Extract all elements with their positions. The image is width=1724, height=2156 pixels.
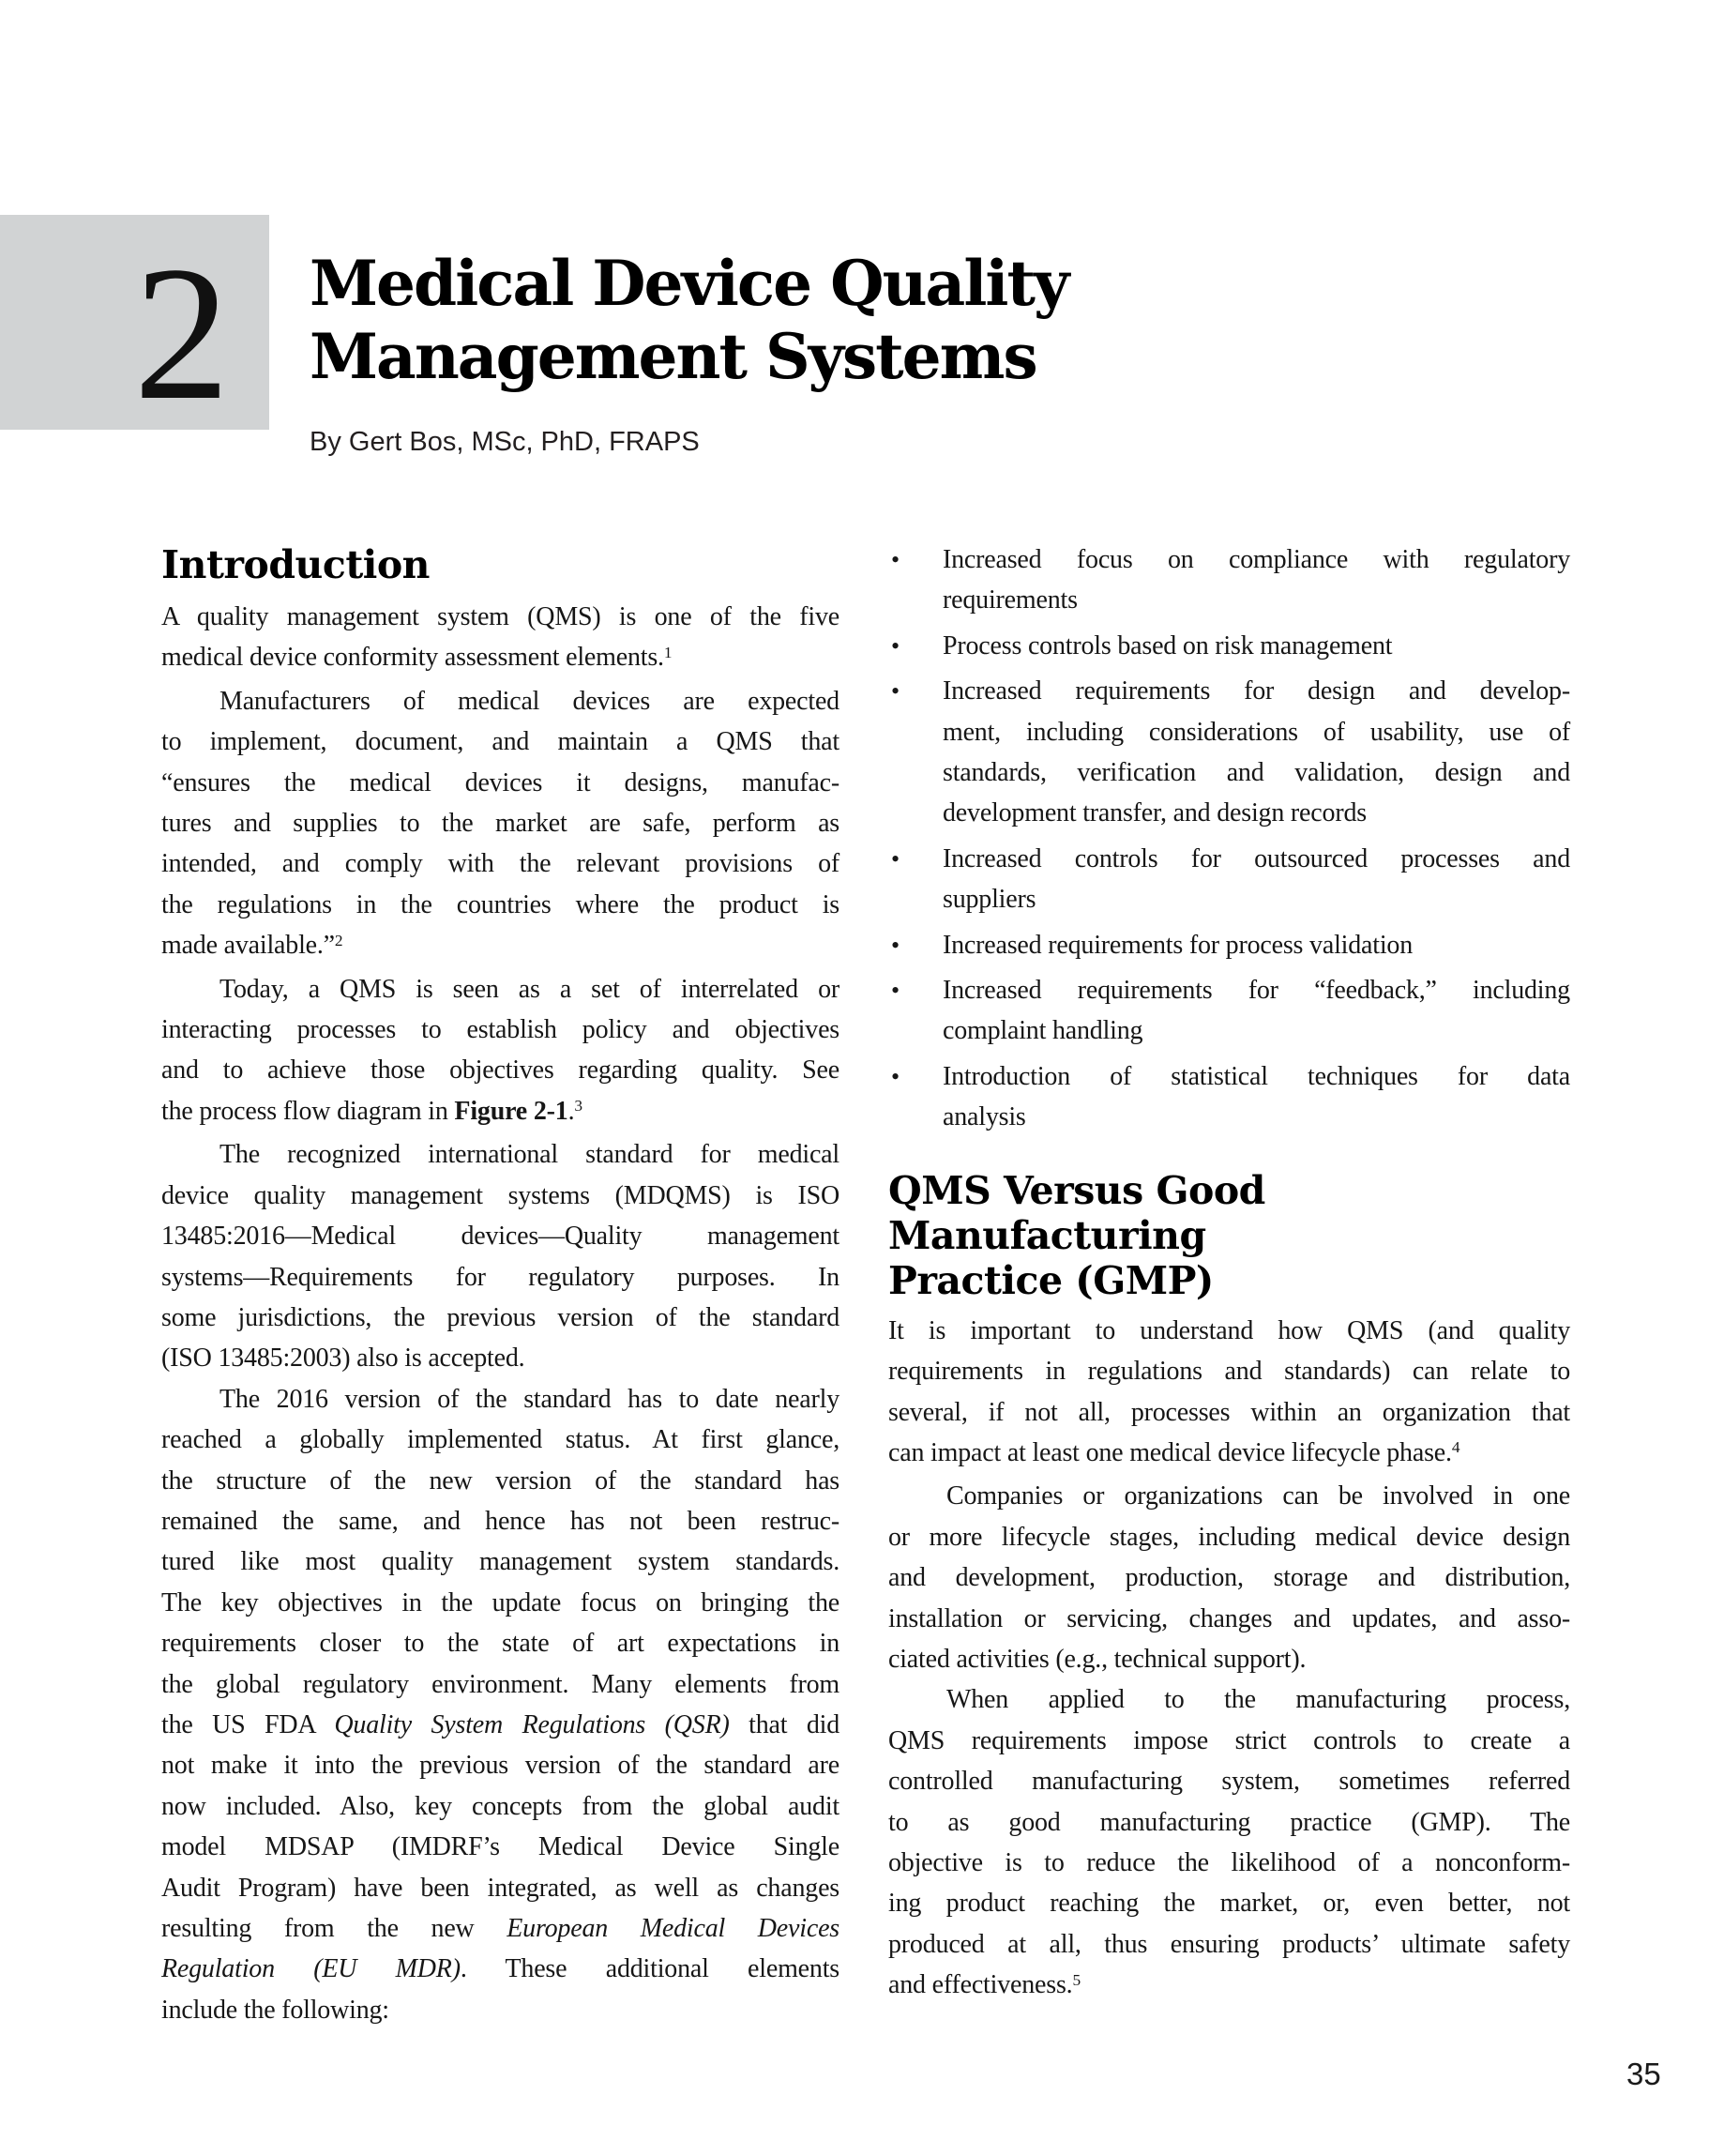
text-line <box>161 1705 839 1745</box>
chapter-number: 2 <box>133 227 230 440</box>
chapter-title <box>310 247 1067 393</box>
text-run: When applied to the manufacturing process, <box>946 1685 1570 1715</box>
bullet-icon: • <box>891 977 900 1005</box>
text-line <box>161 1216 839 1256</box>
text-line <box>161 1050 839 1090</box>
text-line <box>943 1010 1570 1051</box>
text-run: reached a globally implemented status. At first glance, <box>161 1425 839 1455</box>
text-run: and development, production, storage and distribution, <box>888 1563 1570 1593</box>
text-line <box>888 1965 1570 2008</box>
text-line <box>161 1868 839 1908</box>
text-run: and to achieve those objectives regarding quality. See <box>161 1055 839 1086</box>
qms-gmp-text <box>888 1311 1570 2009</box>
text-run: tures and supplies to the market are safe, perform as <box>161 809 839 839</box>
text-run: QMS requirements impose strict controls to create a <box>888 1725 1570 1755</box>
text-run: Introduction of statistical techniques for data <box>943 1061 1570 1091</box>
text-run: intended, and comply with the relevant provisions of <box>161 849 839 879</box>
text-line <box>888 1517 1570 1557</box>
text-line <box>943 925 1570 965</box>
text-line <box>943 626 1570 666</box>
footnote-marker: 1 <box>663 643 673 661</box>
text-line <box>943 793 1570 833</box>
paragraph <box>888 1311 1570 1477</box>
chapter-header <box>310 247 1067 393</box>
text-run: now included. Also, key concepts from the global audit <box>161 1791 839 1821</box>
text-run: device quality management systems (MDQMS) is ISO <box>161 1180 839 1210</box>
text-line <box>161 885 839 925</box>
text-line <box>943 712 1570 752</box>
text-line <box>943 879 1570 919</box>
list-item <box>888 970 1570 1052</box>
text-run: requirements closer to the state of art expectations in <box>161 1629 839 1659</box>
text-run: not make it into the previous version of the standard are <box>161 1751 839 1781</box>
footnote-marker: 3 <box>574 1097 583 1116</box>
text-run: European Medical Devices <box>507 1914 839 1943</box>
text-line <box>161 1990 839 2030</box>
text-line <box>888 1761 1570 1801</box>
text-run: Increased focus on compliance with regulatory <box>943 545 1570 574</box>
text-line <box>161 969 839 1010</box>
bullet-icon: • <box>891 931 900 959</box>
text-line <box>161 1583 839 1623</box>
byline: By Gert Bos, MSc, PhD, FRAPS <box>310 427 700 457</box>
text-line <box>161 1745 839 1785</box>
text-run: analysis <box>943 1102 1026 1132</box>
text-line <box>161 1176 839 1216</box>
text-line <box>888 1883 1570 1923</box>
text-line <box>943 539 1570 580</box>
text-run: Increased controls for outsourced processes and <box>943 843 1570 873</box>
text-run: some jurisdictions, the previous version of the standard <box>161 1302 839 1332</box>
bullet-icon: • <box>891 1062 900 1090</box>
text-run: resulting from the new <box>161 1914 507 1943</box>
text-line <box>161 763 839 803</box>
paragraph <box>161 1134 839 1378</box>
text-line <box>888 1843 1570 1883</box>
text-run: and effectiveness. <box>888 1970 1073 2000</box>
text-run: Increased requirements for “feedback,” including <box>943 976 1570 1006</box>
text-line <box>161 1908 839 1949</box>
paragraph <box>888 1476 1570 1679</box>
section-heading-line: Practice (GMP) <box>888 1257 1214 1303</box>
text-run: requirements <box>943 585 1078 615</box>
text-line <box>161 637 839 680</box>
text-run: include the following: <box>161 1995 389 2025</box>
text-line <box>888 1721 1570 1761</box>
introduction-text <box>161 597 839 2030</box>
list-item <box>888 671 1570 834</box>
right-column <box>888 532 1570 2009</box>
text-run: development transfer, and design records <box>943 798 1367 828</box>
text-run: model MDSAP (IMDRF’s Medical Device Single <box>161 1832 839 1862</box>
left-column <box>161 537 839 2030</box>
section-heading-line: QMS Versus Good Manufacturing <box>888 1167 1265 1258</box>
text-run: several, if not all, processes within an organization that <box>888 1397 1570 1427</box>
section-heading-introduction: Introduction <box>161 542 430 587</box>
text-run: The 2016 version of the standard has to date nearly <box>219 1384 839 1414</box>
text-run: the global regulatory environment. Many elements from <box>161 1669 839 1699</box>
text-run: ment, including considerations of usability, use of <box>943 717 1570 747</box>
paragraph <box>161 681 839 969</box>
text-line <box>161 1501 839 1541</box>
text-line <box>161 1091 839 1134</box>
text-run: systems—Requirements for regulatory purposes. In <box>161 1262 839 1292</box>
text-run: standards, verification and validation, design and <box>943 758 1570 788</box>
list-item <box>888 839 1570 920</box>
text-run: interacting processes to establish policy and objectives <box>161 1015 839 1045</box>
text-run: or more lifecycle stages, including medical device design <box>888 1522 1570 1552</box>
text-line <box>161 1420 839 1460</box>
text-run: tured like most quality management system standards. <box>161 1547 839 1577</box>
footnote-marker: 2 <box>334 931 343 949</box>
text-run: A quality management system (QMS) is one of the five <box>161 602 839 631</box>
text-line <box>161 1257 839 1298</box>
paragraph <box>161 597 839 681</box>
text-line <box>161 1541 839 1582</box>
text-line <box>161 1664 839 1705</box>
footnote-marker: 4 <box>1451 1438 1460 1457</box>
text-run: suppliers <box>943 885 1036 915</box>
text-line <box>943 580 1570 620</box>
text-run: The key objectives in the update focus on bringing the <box>161 1587 839 1617</box>
text-run: Regulation (EU MDR) <box>161 1954 461 1984</box>
paragraph <box>888 1679 1570 2008</box>
text-run: remained the same, and hence has not been restruc- <box>161 1506 839 1536</box>
text-line <box>161 1827 839 1867</box>
text-line <box>888 1557 1570 1598</box>
text-line <box>161 843 839 884</box>
text-run: (ISO 13485:2003) also is accepted. <box>161 1344 525 1374</box>
text-line <box>888 1599 1570 1639</box>
text-run: It is important to understand how QMS (and quality <box>888 1315 1570 1345</box>
list-item <box>888 1056 1570 1138</box>
text-line <box>888 1433 1570 1476</box>
text-run: Process controls based on risk management <box>943 630 1393 660</box>
text-line <box>161 1461 839 1501</box>
text-line <box>888 1351 1570 1391</box>
text-line <box>943 752 1570 793</box>
paragraph <box>161 969 839 1135</box>
text-run: 13485:2016—Medical devices—Quality management <box>161 1222 839 1252</box>
text-run: . These additional elements <box>460 1954 839 1984</box>
text-line <box>161 1379 839 1420</box>
text-line <box>161 803 839 843</box>
text-run: requirements in regulations and standards) can relate to <box>888 1357 1570 1387</box>
paragraph <box>161 1379 839 2031</box>
additional-elements-list <box>888 539 1570 1138</box>
text-line <box>888 1679 1570 1720</box>
text-line <box>943 970 1570 1010</box>
text-line <box>888 1311 1570 1351</box>
text-run: the regulations in the countries where the product is <box>161 889 839 919</box>
text-line <box>943 1097 1570 1137</box>
text-line <box>161 1298 839 1338</box>
text-run: Today, a QMS is seen as a set of interrelated or <box>219 974 839 1004</box>
text-line <box>161 1134 839 1175</box>
list-item <box>888 925 1570 965</box>
chapter-title-line: Medical Device Quality <box>310 247 1068 320</box>
text-run: Audit Program) have been integrated, as well as changes <box>161 1873 839 1903</box>
text-line <box>943 1056 1570 1097</box>
text-run: made available.” <box>161 931 335 961</box>
text-line <box>161 597 839 637</box>
text-run: Increased requirements for process validation <box>943 930 1414 960</box>
text-run: objective is to reduce the likelihood of a nonconform- <box>888 1847 1570 1877</box>
bullet-icon: • <box>891 546 900 573</box>
chapter-title-line: Management Systems <box>310 320 1036 393</box>
text-run: medical device conformity assessment elements. <box>161 643 664 673</box>
text-line <box>161 681 839 721</box>
footnote-marker: 5 <box>1072 1970 1081 1989</box>
text-run: . <box>567 1096 575 1126</box>
text-run: to as good manufacturing practice (GMP). The <box>888 1807 1570 1837</box>
text-run: Increased requirements for design and develop- <box>943 676 1570 706</box>
text-line <box>161 925 839 968</box>
text-line <box>888 1802 1570 1843</box>
text-run: to implement, document, and maintain a QMS that <box>161 727 839 757</box>
text-run: “ensures the medical devices it designs, manufac- <box>161 767 839 797</box>
text-line <box>161 1010 839 1050</box>
text-line <box>888 1924 1570 1965</box>
text-run: controlled manufacturing system, sometimes referred <box>888 1767 1570 1797</box>
list-item <box>888 626 1570 666</box>
bullet-icon: • <box>891 631 900 660</box>
text-run: ciated activities (e.g., technical support). <box>888 1644 1307 1674</box>
bullet-icon: • <box>891 677 900 706</box>
bullet-icon: • <box>891 844 900 873</box>
page-number: 35 <box>1626 2057 1661 2091</box>
text-line <box>888 1392 1570 1433</box>
section-heading-qms-vs-gmp <box>888 1168 1570 1303</box>
text-line <box>943 839 1570 879</box>
text-line <box>888 1639 1570 1679</box>
text-run: Figure 2-1 <box>454 1096 568 1126</box>
text-line <box>943 671 1570 711</box>
list-item <box>888 539 1570 621</box>
text-run: complaint handling <box>943 1016 1143 1046</box>
text-run: Companies or organizations can be involved in one <box>946 1481 1570 1511</box>
text-line <box>161 1623 839 1663</box>
text-run: Quality System Regulations (QSR) <box>334 1709 730 1739</box>
text-line <box>161 1786 839 1827</box>
text-run: that did <box>729 1709 840 1739</box>
text-run: installation or servicing, changes and updates, and asso- <box>888 1603 1570 1633</box>
text-run: ing product reaching the market, or, even better, not <box>888 1889 1570 1919</box>
text-run: produced at all, thus ensuring products’ ultimate safety <box>888 1929 1570 1959</box>
text-line <box>161 721 839 762</box>
text-run: the process flow diagram in <box>161 1096 455 1126</box>
text-line <box>161 1338 839 1378</box>
text-run: the US FDA <box>161 1709 335 1739</box>
text-run: Manufacturers of medical devices are expected <box>219 686 839 716</box>
chapter-number-box <box>0 215 269 440</box>
text-run: the structure of the new version of the standard has <box>161 1465 839 1496</box>
text-run: can impact at least one medical device lifecycle phase. <box>888 1437 1452 1467</box>
text-line <box>888 1476 1570 1516</box>
text-run: The recognized international standard for medical <box>219 1140 839 1170</box>
text-line <box>161 1949 839 1989</box>
